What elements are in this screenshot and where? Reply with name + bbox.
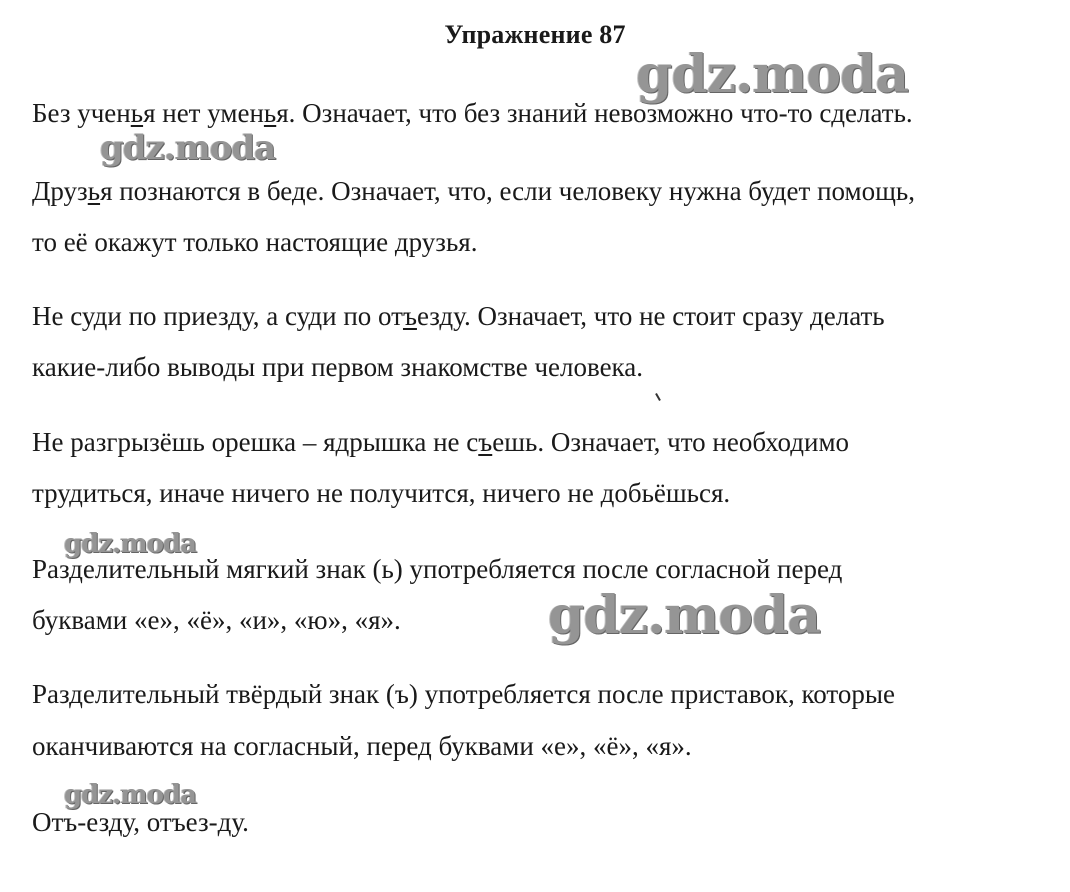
scan-speck (655, 393, 661, 401)
text-line-12 (32, 805, 249, 839)
underlined-letter: ъ (478, 427, 493, 457)
text-segment: трудиться, иначе ничего не получится, ничего не добьёшься. (32, 478, 731, 508)
text-segment: Отъ-езду, отъез-ду. (32, 807, 249, 837)
text-segment: я познаются в беде. Означает, что, если человеку нужна будет помощь, (100, 176, 915, 206)
watermark-logo: gdz.moda (548, 585, 821, 646)
watermark-logo: gdz.moda (64, 780, 197, 810)
text-line-4 (32, 299, 885, 333)
watermark-logo: gdz.moda (64, 529, 197, 559)
text-segment: Друз (32, 176, 88, 206)
text-segment: Без учен (32, 98, 131, 128)
text-line-7 (32, 476, 730, 510)
text-line-10 (32, 677, 895, 711)
watermark-logo: gdz.moda (100, 128, 276, 168)
text-line-6 (32, 425, 849, 459)
underlined-letter: ь (263, 98, 277, 128)
text-segment: Не разгрызёшь орешка – ядрышка не с (32, 427, 479, 457)
underlined-letter: ь (87, 176, 101, 206)
text-segment: я. Означает, что без знаний невозможно что-то сделать. (276, 98, 913, 128)
text-segment: езду. Означает, что не стоит сразу делать (416, 301, 885, 331)
watermark-logo: gdz.moda (636, 44, 909, 105)
underlined-letter: ь (130, 98, 144, 128)
text-segment: то её окажут только настоящие друзья. (32, 227, 478, 257)
text-line-5 (32, 350, 643, 384)
text-segment: Разделительный мягкий знак (ь) употребляется после согласной перед (32, 554, 843, 584)
text-segment: Разделительный твёрдый знак (ъ) употребляется после приставок, которые (32, 679, 895, 709)
text-segment: буквами «е», «ё», «и», «ю», «я». (32, 605, 401, 635)
text-line-9 (32, 603, 401, 637)
text-line-2 (32, 174, 915, 208)
text-segment: я нет умен (143, 98, 264, 128)
text-line-3 (32, 225, 477, 259)
exercise-title: Упражнение 87 (444, 20, 626, 49)
text-segment: ешь. Означает, что необходимо (492, 427, 850, 457)
text-segment: какие-либо выводы при первом знакомстве человека. (32, 352, 643, 382)
text-line-11 (32, 729, 692, 763)
text-segment: Не суди по приезду, а суди по от (32, 301, 403, 331)
text-segment: оканчиваются на согласный, перед буквами «е», «ё», «я». (32, 731, 692, 761)
underlined-letter: ъ (402, 301, 417, 331)
